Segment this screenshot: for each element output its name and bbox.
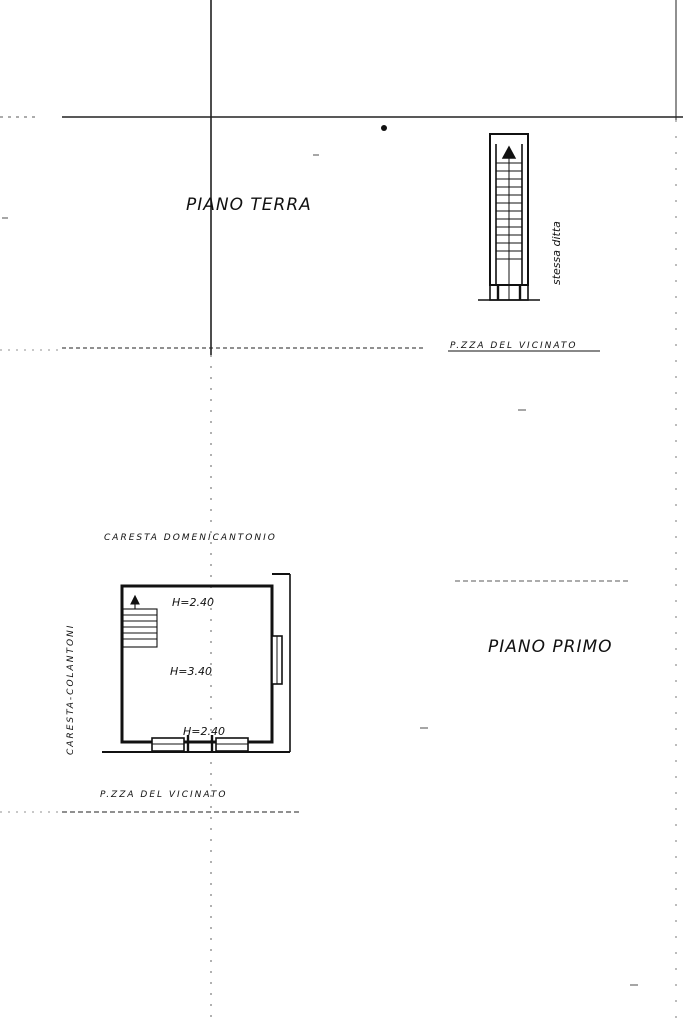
stair-note-label: stessa ditta xyxy=(550,221,563,285)
ink-dot xyxy=(381,125,387,131)
first-floor-stair xyxy=(123,596,157,647)
arrow-up-icon xyxy=(503,147,515,158)
north-neighbor-label: CARESTA DOMENICANTONIO xyxy=(104,533,277,543)
west-neighbor-label: CARESTA-COLANTONI xyxy=(66,623,76,755)
first-floor-title: PIANO PRIMO xyxy=(488,637,613,657)
ground-floor-stair xyxy=(478,134,540,300)
first-floor-street-label: P.ZZA DEL VICINATO xyxy=(100,790,228,800)
height-center-label: H=3.40 xyxy=(170,665,212,678)
arrow-up-icon xyxy=(131,596,139,604)
height-bottom-label: H=2.40 xyxy=(183,725,225,738)
ground-floor-street-label: P.ZZA DEL VICINATO xyxy=(450,341,578,351)
ground-floor-title: PIANO TERRA xyxy=(186,195,312,215)
height-top-label: H=2.40 xyxy=(172,596,214,609)
